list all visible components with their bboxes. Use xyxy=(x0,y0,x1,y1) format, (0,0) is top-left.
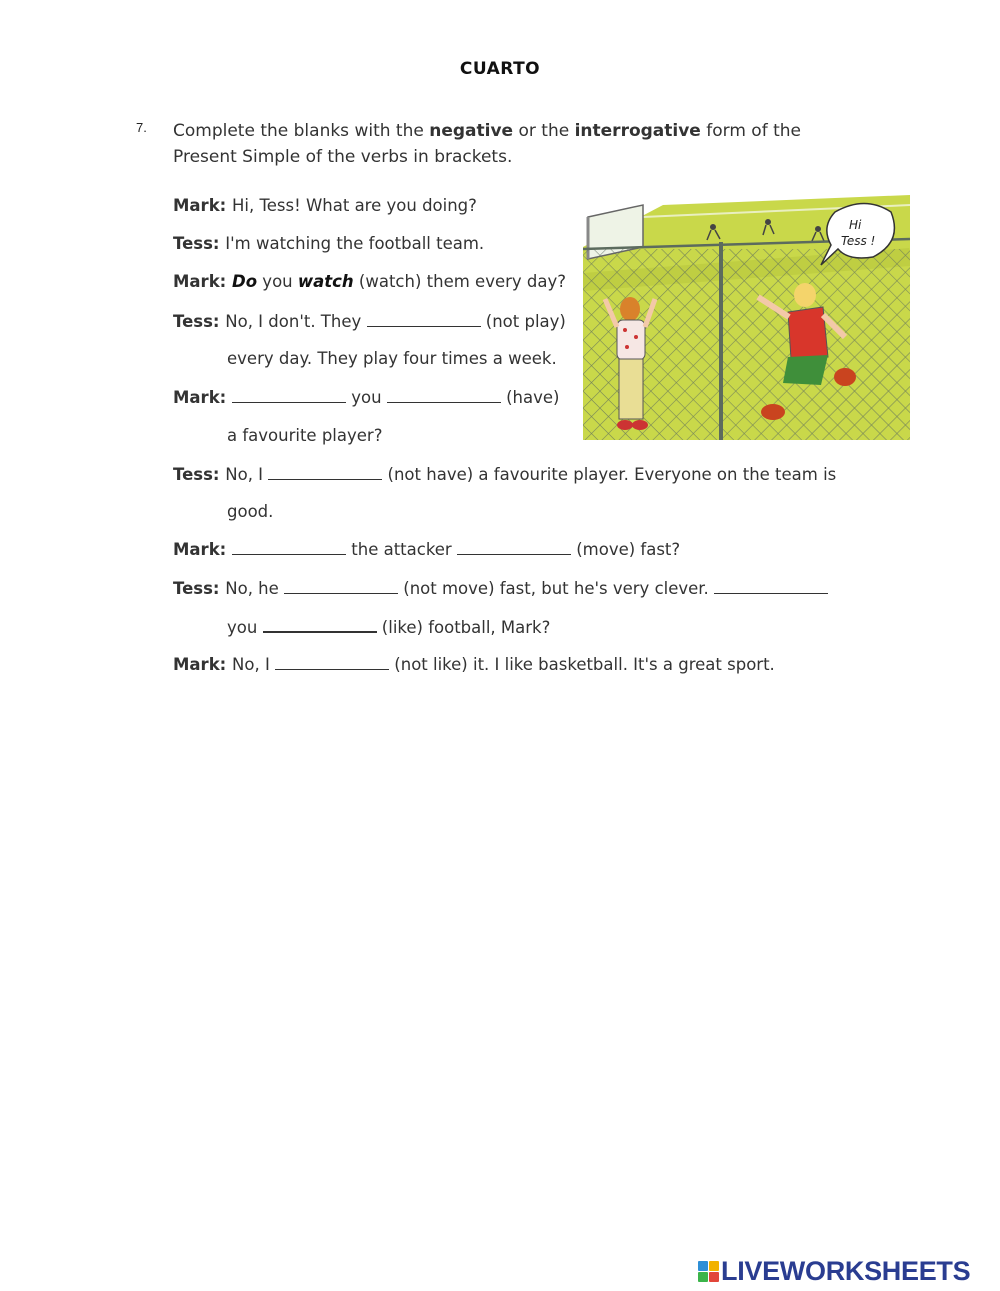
line-text: you xyxy=(346,388,387,407)
instruction-text: Complete the blanks with the xyxy=(173,121,430,141)
speaker-tess: Tess xyxy=(173,579,213,598)
line-text: (have) xyxy=(500,388,560,407)
answer-blank-4[interactable] xyxy=(268,464,382,480)
dialogue-line: Tess: No, he (not move) fast, but he's very clever. xyxy=(173,578,828,598)
line-text: (like) football, Mark? xyxy=(376,618,551,637)
answer-blank-1[interactable] xyxy=(367,311,481,327)
speaker-mark: Mark xyxy=(173,655,220,674)
speech-bubble-text: Hi xyxy=(849,218,862,232)
line-text: No, I xyxy=(225,465,269,484)
dialogue-line: Mark: the attacker (move) fast? xyxy=(173,540,681,559)
keyword-negative: negative xyxy=(429,121,514,141)
dialogue-line: Mark: No, I (not like) it. I like basketball. It's a great sport. xyxy=(173,655,775,674)
line-text: (not play) xyxy=(480,312,566,331)
exercise-instruction xyxy=(173,118,813,170)
dialogue-line: Mark: you (have) xyxy=(173,388,560,407)
instruction-text: form of the Present Simple of the verbs in brackets. xyxy=(173,121,801,167)
line-text: I'm watching the football team. xyxy=(225,234,485,253)
speaker-tess: Tess xyxy=(173,312,213,331)
dialogue-line xyxy=(227,616,550,637)
dialogue-line: Mark: Hi, Tess! What are you doing? xyxy=(173,196,477,215)
speaker-tess: Tess xyxy=(173,234,213,253)
logo-text: LIVEWORKSHEETS xyxy=(721,1255,971,1286)
line-text: the attacker xyxy=(346,540,457,559)
dialogue-line: Mark: Do you watch (watch) them every day? xyxy=(173,272,567,291)
line-text: you xyxy=(257,272,298,291)
answer-blank-10[interactable] xyxy=(275,654,389,670)
line-text: (not have) a favourite player. Everyone on the team is xyxy=(382,465,837,484)
dialogue-line: Tess: No, I don't. They (not play) xyxy=(173,312,566,331)
line-text: No, I xyxy=(232,655,276,674)
dialogue-line xyxy=(227,426,382,445)
instruction-text: or the xyxy=(513,121,575,141)
page-title: CUARTO xyxy=(459,59,541,79)
line-text: (not like) it. I like basketball. It's a great sport. xyxy=(389,655,775,674)
liveworksheets-logo xyxy=(698,1256,970,1286)
speaker-mark: Mark xyxy=(173,388,220,407)
answer-blank-7[interactable] xyxy=(284,578,398,594)
football-fence-illustration xyxy=(583,187,910,440)
dialogue-line xyxy=(227,349,557,368)
line-text: No, I don't. They xyxy=(225,312,367,331)
answer-blank-8[interactable] xyxy=(714,578,828,594)
example-answer-watch: watch xyxy=(297,272,354,291)
line-text: (watch) them every day? xyxy=(353,272,567,291)
answer-blank-3[interactable] xyxy=(387,387,501,403)
keyword-interrogative: interrogative xyxy=(574,121,701,141)
example-answer-do: Do xyxy=(232,272,258,291)
speaker-tess: Tess xyxy=(173,465,213,484)
line-text: good. xyxy=(227,502,274,521)
speaker-mark: Mark xyxy=(173,540,220,559)
line-text: you xyxy=(227,618,263,637)
answer-blank-6[interactable] xyxy=(457,539,571,555)
speech-bubble-text: Tess ! xyxy=(841,234,876,248)
answer-blank-5[interactable] xyxy=(232,539,346,555)
dialogue-line xyxy=(227,502,273,521)
line-text: Hi, Tess! What are you doing? xyxy=(232,196,477,215)
speaker-mark: Mark xyxy=(173,272,220,291)
dialogue-line: Tess: I'm watching the football team. xyxy=(173,234,485,253)
line-text: (move) fast? xyxy=(570,540,681,559)
dialogue-line: Tess: No, I (not have) a favourite player. Everyone on the team is xyxy=(173,465,837,484)
line-text: (not move) fast, but he's very clever. xyxy=(398,579,715,598)
exercise-number: 7. xyxy=(136,120,147,135)
speaker-mark: Mark xyxy=(173,196,220,215)
logo-squares-icon xyxy=(698,1261,719,1282)
line-text: No, he xyxy=(225,579,285,598)
line-text: a favourite player? xyxy=(227,426,383,445)
answer-blank-2[interactable] xyxy=(232,387,346,403)
line-text: every day. They play four times a week. xyxy=(227,349,557,368)
answer-blank-9[interactable] xyxy=(263,616,377,633)
